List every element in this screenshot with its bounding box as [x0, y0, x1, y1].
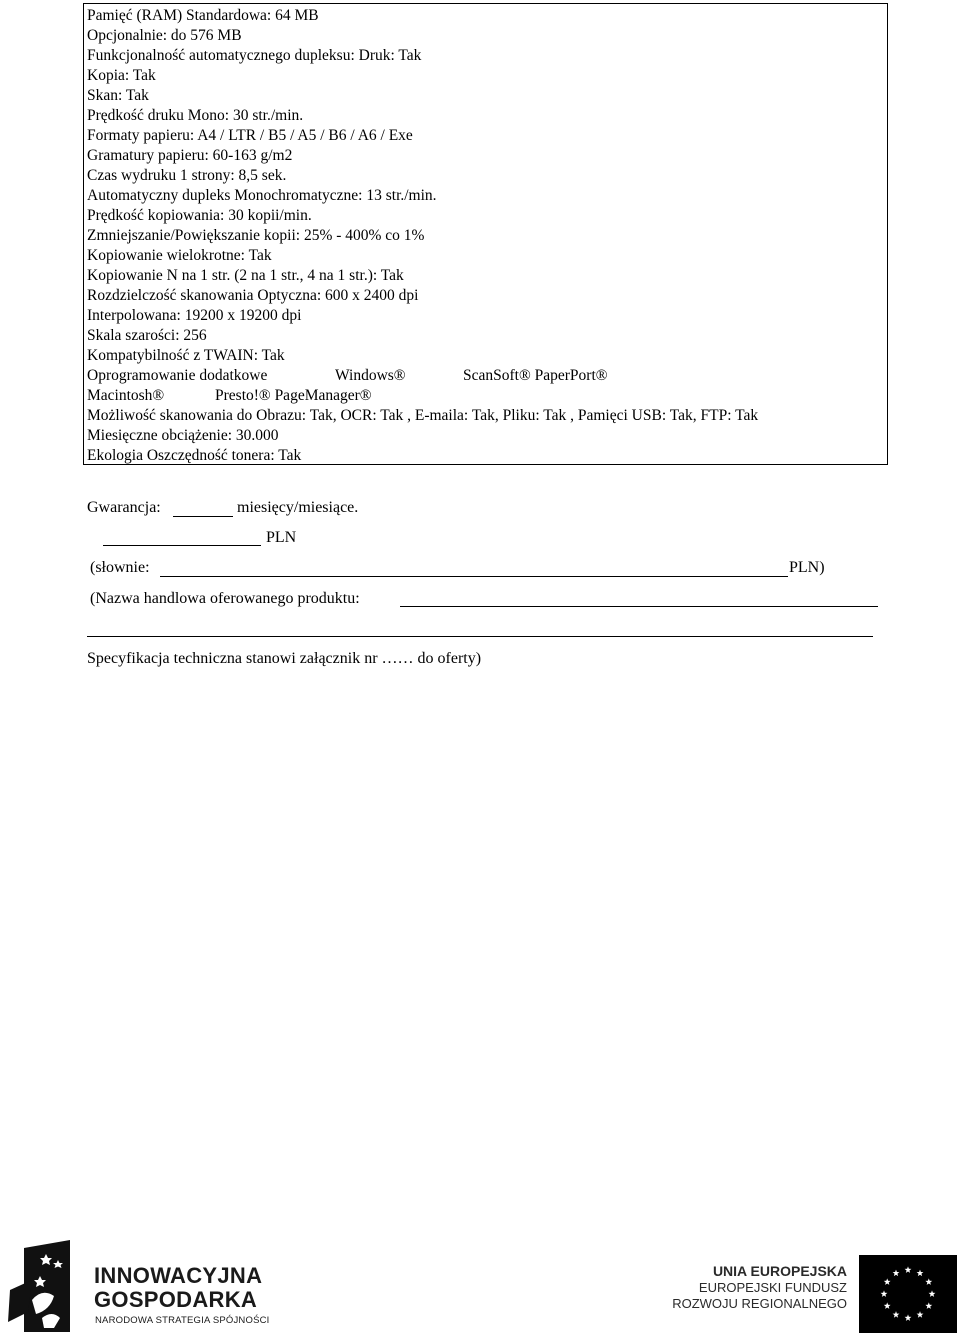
software-row [87, 366, 608, 386]
spec-line: Kopiowanie N na 1 str. (2 na 1 str., 4 na 1 str.): Tak [87, 267, 404, 284]
eu-flag-icon [859, 1255, 957, 1333]
attachment-note: Specyfikacja techniczna stanowi załącznik nr …… do oferty) [87, 650, 482, 667]
eu-star-icon [884, 1278, 891, 1285]
monthly-duty: Miesięczne obciążenie: 30.000 [87, 427, 279, 444]
warranty-row [87, 498, 161, 518]
product-blank[interactable] [400, 606, 878, 607]
spec-line: Prędkość kopiowania: 30 kopii/min. [87, 207, 312, 224]
product-blank-second[interactable] [87, 636, 873, 637]
ig-line1: INNOWACYJNA [94, 1263, 263, 1288]
spec-line: Kopiowanie wielokrotne: Tak [87, 247, 272, 264]
spec-line: Skala szarości: 256 [87, 327, 207, 344]
spec-line: Pamięć (RAM) Standardowa: 64 MB [87, 7, 319, 24]
software-scansoft: ScanSoft® PaperPort® [463, 367, 608, 384]
eu-line3: ROZWOJU REGIONALNEGO [672, 1296, 847, 1311]
spec-line: Opcjonalnie: do 576 MB [87, 27, 242, 44]
eu-star-icon [925, 1278, 932, 1285]
price-currency: PLN [266, 529, 297, 546]
eu-line2: EUROPEJSKI FUNDUSZ [698, 1280, 847, 1295]
mac-presto: Presto!® PageManager® [215, 387, 372, 404]
spec-line: Funkcjonalność automatycznego dupleksu: Druk: Tak [87, 47, 422, 64]
ig-line2: GOSPODARKA [94, 1287, 258, 1312]
spec-line: Interpolowana: 19200 x 19200 dpi [87, 307, 302, 324]
spec-line: Kopia: Tak [87, 67, 156, 84]
spec-line: Formaty papieru: A4 / LTR / B5 / A5 / B6 / A6 / Exe [87, 127, 413, 144]
spec-line: Prędkość druku Mono: 30 str./min. [87, 107, 304, 124]
eu-star-icon [884, 1302, 891, 1309]
product-label: (Nazwa handlowa oferowanego produktu: [90, 590, 360, 607]
eu-star-icon [929, 1290, 936, 1297]
innowacyjna-gospodarka-logo [2, 1240, 302, 1330]
eu-star-icon [893, 1270, 900, 1277]
ecology: Ekologia Oszczędność tonera: Tak [87, 447, 302, 464]
ig-emblem-icon [2, 1240, 82, 1332]
words-suffix: PLN) [789, 559, 825, 576]
spec-line: Gramatury papieru: 60-163 g/m2 [87, 147, 293, 164]
warranty-blank[interactable] [173, 516, 233, 517]
eu-star-icon [893, 1311, 900, 1318]
eu-star-icon [925, 1302, 932, 1309]
software-windows: Windows® [335, 367, 406, 384]
mac-row [87, 386, 372, 406]
mac-label: Macintosh® [87, 387, 165, 404]
ig-line3: NARODOWA STRATEGIA SPÓJNOŚCI [95, 1315, 270, 1326]
price-blank[interactable] [103, 545, 261, 546]
eu-line1: UNIA EUROPEJSKA [712, 1263, 847, 1279]
scan-capabilities: Możliwość skanowania do Obrazu: Tak, OCR: Tak , E-maila: Tak, Pliku: Tak , Pamięci USB: Tak, FTP: Tak [87, 407, 759, 424]
eu-star-icon [881, 1290, 888, 1297]
spec-line: Rozdzielczość skanowania Optyczna: 600 x 2400 dpi [87, 287, 419, 304]
warranty-suffix: miesięcy/miesiące. [237, 499, 359, 516]
eu-star-icon [917, 1270, 924, 1277]
words-label: (słownie: [90, 559, 150, 576]
eu-star-icon [905, 1314, 912, 1321]
spec-line: Czas wydruku 1 strony: 8,5 sek. [87, 167, 287, 184]
warranty-label: Gwarancja: [87, 499, 161, 516]
eu-stars-icon [859, 1255, 957, 1333]
spec-line: Skan: Tak [87, 87, 149, 104]
words-blank[interactable] [160, 576, 788, 577]
software-label: Oprogramowanie dodatkowe [87, 367, 268, 384]
spec-line: Automatyczny dupleks Monochromatyczne: 13 str./min. [87, 187, 437, 204]
spec-line: Zmniejszanie/Powiększanie kopii: 25% - 400% co 1% [87, 227, 425, 244]
eu-star-icon [917, 1311, 924, 1318]
eu-star-icon [905, 1266, 912, 1273]
spec-line: Kompatybilność z TWAIN: Tak [87, 347, 285, 364]
